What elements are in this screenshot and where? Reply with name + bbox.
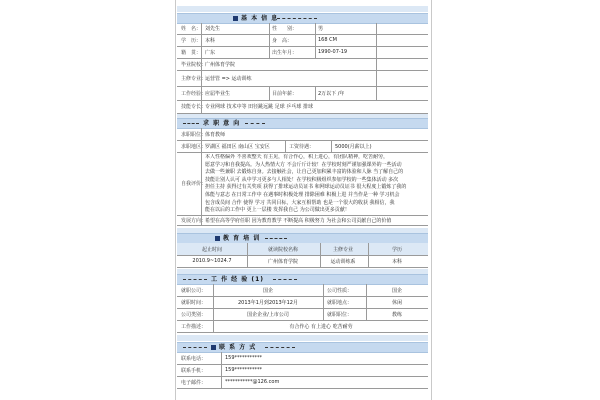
height-label: 身 高： — [272, 37, 293, 44]
desc-value: 有合作心 有上进心 吃苦耐劳 — [289, 323, 353, 330]
row-development — [177, 215, 428, 226]
development-value: 希望在高等学府任职 因为教育教学 不断提高 积极努力 为社会和公司贡献自己的价值 — [205, 217, 392, 224]
school-label: 毕业院校： — [181, 61, 207, 68]
section-marker-icon — [233, 16, 238, 21]
edu-value: 本科 — [205, 37, 216, 44]
origin-label: 籍 贯： — [181, 49, 202, 56]
edu-school: 广州体育学院 — [267, 258, 298, 265]
row-email — [177, 376, 428, 389]
nature-value: 国企 — [391, 287, 402, 294]
intent-title: 求 职 意 向 — [203, 120, 241, 127]
birth-label: 出生年月： — [272, 49, 298, 56]
location-label: 求职地区： — [181, 143, 207, 150]
edu-label: 学 历： — [181, 37, 202, 44]
work-location-value: 休闲 — [391, 299, 402, 306]
row-major — [177, 70, 428, 87]
nature-label: 公司性质： — [327, 287, 353, 294]
phone-label: 联系电话： — [181, 355, 207, 362]
edu-period: 2010.9~1024.7 — [192, 258, 232, 264]
height-value: 168 CM — [318, 37, 337, 43]
section-band — [177, 6, 428, 12]
edu-col-major: 主修专业 — [332, 246, 353, 253]
position-value: 体育教师 — [205, 131, 226, 138]
title-dash-line — [183, 279, 207, 280]
worktime-label: 工作经验： — [181, 90, 207, 97]
worktime-value: 应届毕业生 — [205, 90, 231, 97]
education-title: 教 育 培 训 — [223, 235, 261, 242]
row-worktime — [177, 86, 428, 101]
company-value: 国企 — [262, 287, 273, 294]
phone-value: 159*********** — [225, 355, 263, 361]
title-dash-line — [245, 123, 265, 124]
location-value: 罗湖区 福田区 南山区 宝安区 — [205, 143, 270, 150]
row-skills — [177, 100, 428, 114]
post-value: 教练 — [391, 311, 402, 318]
salary-value: 2万以下 /年 — [318, 90, 345, 97]
title-dash-line — [265, 238, 287, 239]
section-marker-icon — [215, 236, 220, 241]
title-dash-line — [183, 123, 199, 124]
section-band — [177, 335, 428, 341]
pay-value: 5000(月薪以上) — [335, 143, 372, 150]
basic-info-title: 基 本 信 息 — [241, 15, 279, 22]
row-desc — [177, 320, 428, 333]
title-dash-line — [277, 18, 317, 19]
pay-label: 工资待遇： — [289, 143, 315, 150]
section-marker-icon — [211, 345, 216, 350]
table-row — [177, 255, 428, 268]
industry-value: 国企企业/上市公司 — [247, 311, 289, 318]
resume-page — [175, 0, 432, 400]
gender-value: 男 — [318, 26, 324, 32]
salary-label: 目前年薪： — [272, 90, 298, 97]
mobile-value: 159*********** — [225, 367, 263, 373]
edu-major: 运动训练系 — [330, 258, 356, 265]
work-location-label: 就职地点： — [327, 299, 353, 306]
work-title: 工 作 经 验 (1) — [211, 276, 265, 283]
row-evaluation — [177, 152, 428, 216]
title-dash-line — [183, 347, 207, 348]
name-label: 姓 名： — [181, 26, 202, 32]
desc-label: 工作描述： — [181, 323, 207, 330]
contact-title: 联 系 方 式 — [219, 344, 257, 351]
eval-label: 自我评价： — [181, 181, 207, 187]
post-label: 就职职位： — [327, 311, 353, 318]
skills-label: 技能专长： — [181, 104, 207, 110]
dev-label: 发展方向： — [181, 217, 207, 224]
position-label: 求职职位： — [181, 131, 207, 138]
self-evaluation-text: 本人性格偏外 不喜欢整天 有主见，有合作心，积上进心，有团队精神，吃苦耐劳， 愿意学习和自我提高。为人热情大方 不会斤斤计较！在学校时刻严谨加强课外的一些活动 去做一些兼职 去锻炼自身。去接触社会，让自己更加积累丰富的体验和人脉 当了解自己的 技能让别人认可 从中学习更多与人相处！在学校积极组织参加学校的一些集体活动 多次 担任主持 获得过有关奖项 获得了排球运动员证书 和网球运动员证书 很大程度上锻炼了我的 体能与意志 在日常工作中 在遇事时积极处理 排除困难 积极上进 并当作是一种 学习机会 包含成员间 合作 使得 学习 共同目标，大家互相帮助 也是一个很大的收获 我相信，我 能在以后的工作中 更上一层楼 发挥我自己 为公司做出更多贡献！ — [205, 154, 407, 214]
edu-degree: 本科 — [391, 258, 402, 265]
email-value: ***********@126.com — [225, 379, 280, 385]
major-label: 主修专业： — [181, 75, 207, 82]
edu-col-school: 就读院校名称 — [267, 246, 298, 253]
gender-label: 性 别： — [272, 26, 298, 32]
industry-label: 公司类别： — [181, 311, 207, 318]
title-dash-line — [273, 279, 297, 280]
skills-value: 专业网球 技术中等 田径跳远跳 足球 乒乓球 排球 — [205, 104, 313, 110]
title-dash-line — [265, 347, 295, 348]
edu-col-period: 起止时间 — [201, 246, 222, 253]
mobile-label: 联系手机： — [181, 367, 207, 374]
origin-value: 广东 — [205, 49, 216, 56]
email-label: 电子邮件： — [181, 379, 207, 386]
school-value: 广州体育学院 — [205, 61, 236, 68]
period-label: 就职时间： — [181, 299, 207, 306]
period-value: 2013年1月到2013年12月 — [238, 299, 298, 306]
company-label: 就职公司： — [181, 287, 207, 294]
name-value: 刘先生 — [205, 26, 221, 32]
birth-value: 1990-07-19 — [318, 49, 348, 55]
major-value: 运营管 => 运动训练 — [205, 75, 252, 82]
edu-col-degree: 学历 — [391, 246, 402, 253]
